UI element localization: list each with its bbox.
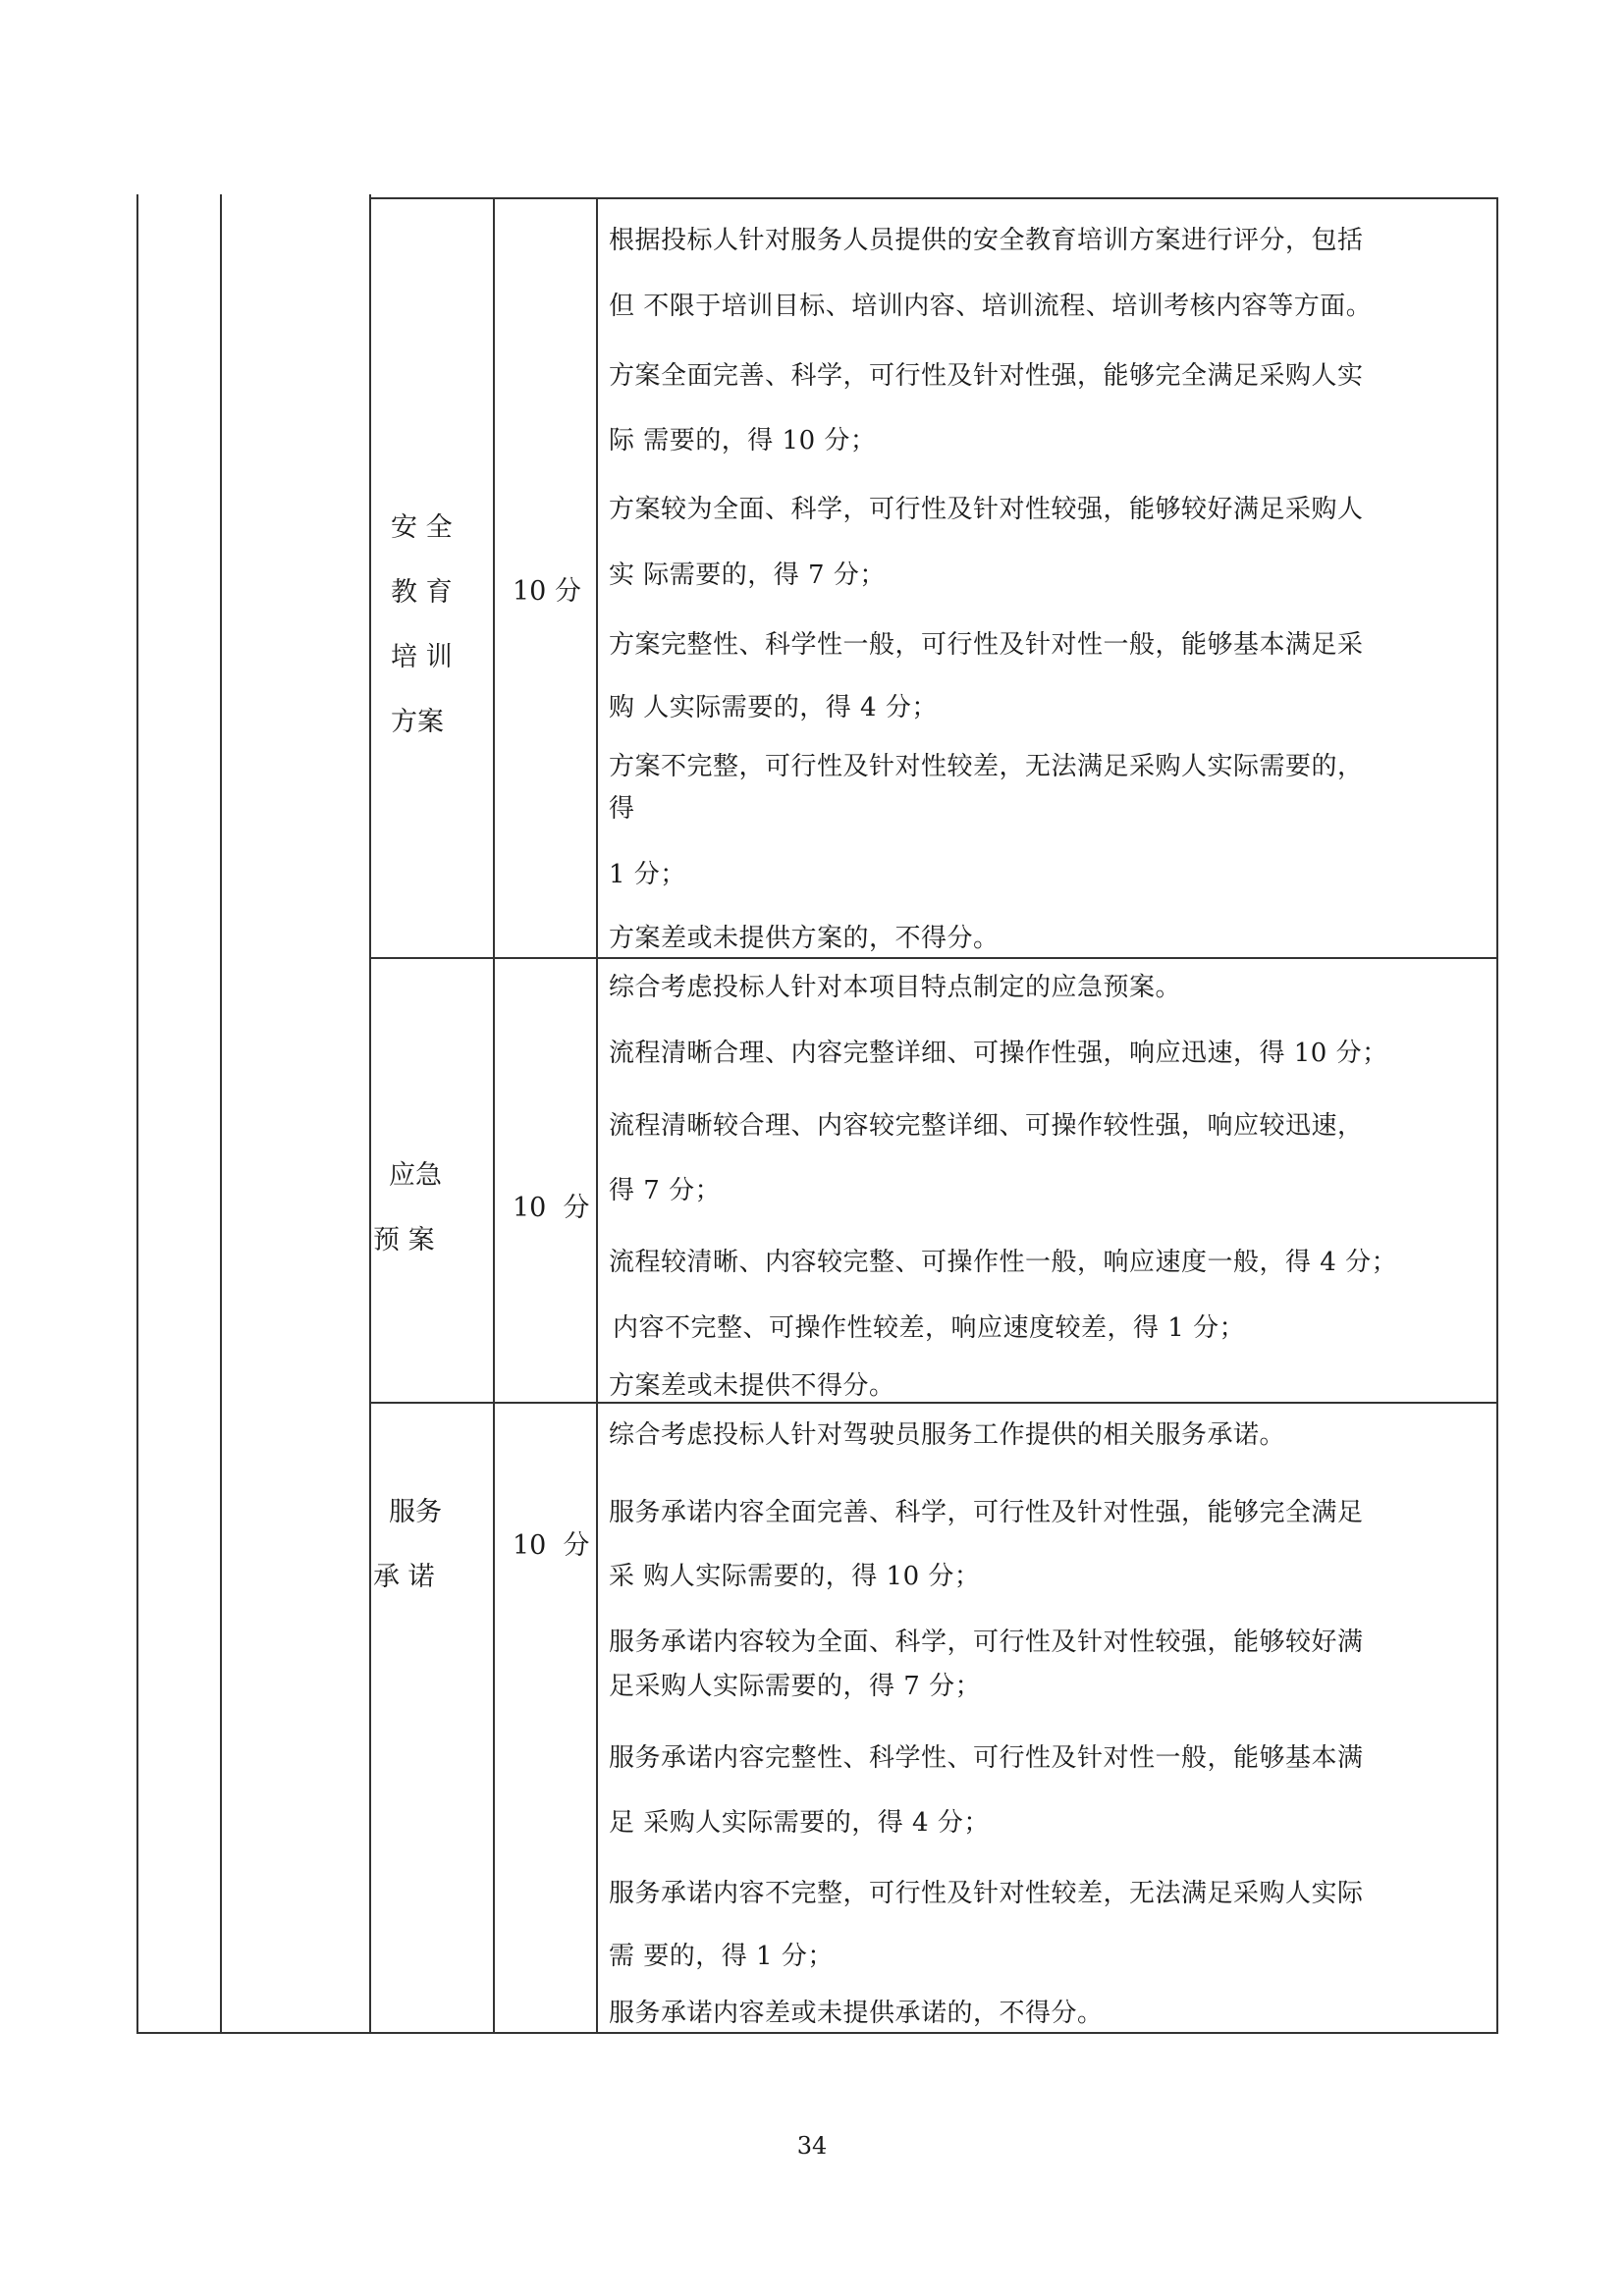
criterion-name-line: 方案	[391, 707, 444, 737]
description-line: 流程清晰较合理、内容较完整详细、可操作较性强，响应较迅速，	[609, 1111, 1364, 1141]
description-line: 方案较为全面、科学，可行性及针对性较强，能够较好满足采购人	[609, 495, 1364, 524]
description-line: 足 采购人实际需要的，得 4 分；	[609, 1808, 990, 1838]
description-line: 方案差或未提供方案的，不得分。	[609, 924, 1000, 953]
description-line: 流程清晰合理、内容完整详细、可操作性强，响应迅速，得 10 分；	[609, 1039, 1388, 1068]
criterion-score: 10 分	[513, 1193, 590, 1223]
criterion-name-safety-training	[391, 496, 453, 755]
criterion-name-line: 预 案	[373, 1225, 435, 1255]
description-line: 购 人实际需要的，得 4 分；	[609, 693, 938, 722]
page-number: 34	[796, 2132, 828, 2160]
description-line: 1 分；	[609, 860, 686, 889]
table-column-divider	[493, 197, 495, 2034]
description-line: 但 不限于培训目标、培训内容、培训流程、培训考核内容等方面。	[609, 292, 1373, 321]
criterion-name-line: 承 诺	[373, 1562, 435, 1592]
description-line: 得	[609, 794, 635, 824]
description-line: 需 要的，得 1 分；	[609, 1942, 834, 1971]
description-line: 服务承诺内容全面完善、科学，可行性及针对性强，能够完全满足	[609, 1498, 1364, 1527]
table-border-bottom	[136, 2032, 1498, 2034]
description-line: 综合考虑投标人针对本项目特点制定的应急预案。	[609, 973, 1182, 1002]
description-line: 得 7 分；	[609, 1176, 722, 1205]
description-line: 服务承诺内容较为全面、科学，可行性及针对性较强，能够较好满	[609, 1628, 1364, 1657]
description-line: 方案完整性、科学性一般，可行性及针对性一般，能够基本满足采	[609, 630, 1364, 660]
description-line: 采 购人实际需要的，得 10 分；	[609, 1562, 981, 1591]
description-line: 服务承诺内容完整性、科学性、可行性及针对性一般，能够基本满	[609, 1743, 1364, 1773]
criterion-score: 10 分	[513, 576, 581, 607]
table-border-left	[136, 194, 138, 2034]
table-row-border-top	[369, 197, 1498, 199]
criterion-name-line: 培 训	[391, 642, 453, 672]
criterion-name-line: 教 育	[391, 577, 453, 608]
description-line: 服务承诺内容不完整，可行性及针对性较差，无法满足采购人实际	[609, 1879, 1364, 1908]
description-line: 际 需要的，得 10 分；	[609, 426, 877, 455]
table-border-right	[1496, 197, 1498, 2034]
description-line: 综合考虑投标人针对驾驶员服务工作提供的相关服务承诺。	[609, 1420, 1286, 1450]
description-line: 方案不完整，可行性及针对性较差，无法满足采购人实际需要的，	[609, 752, 1364, 781]
table-row-divider	[369, 957, 1498, 959]
description-line: 服务承诺内容差或未提供承诺的，不得分。	[609, 1999, 1104, 2028]
description-line: 流程较清晰、内容较完整、可操作性一般，响应速度一般，得 4 分；	[609, 1248, 1398, 1277]
table-column-divider	[220, 194, 222, 2034]
criterion-name-emergency-plan	[373, 1144, 442, 1273]
description-line: 方案全面完善、科学，可行性及针对性强，能够完全满足采购人实	[609, 361, 1364, 391]
criterion-score: 10 分	[513, 1530, 590, 1561]
criterion-name-service-commitment	[373, 1480, 442, 1610]
description-line: 根据投标人针对服务人员提供的安全教育培训方案进行评分，包括	[609, 226, 1364, 255]
description-line: 实 际需要的，得 7 分；	[609, 561, 886, 590]
criterion-name-line: 服务	[389, 1497, 442, 1527]
table-column-divider	[369, 194, 371, 2034]
description-line: 足采购人实际需要的，得 7 分；	[609, 1672, 982, 1701]
criterion-name-line: 应急	[389, 1160, 442, 1191]
description-line: 方案差或未提供不得分。	[609, 1371, 895, 1401]
table-row-divider	[369, 1402, 1498, 1404]
criterion-name-line: 安 全	[391, 512, 453, 543]
table-column-divider	[596, 197, 598, 2034]
description-line: 内容不完整、可操作性较差，响应速度较差，得 1 分；	[613, 1313, 1246, 1343]
